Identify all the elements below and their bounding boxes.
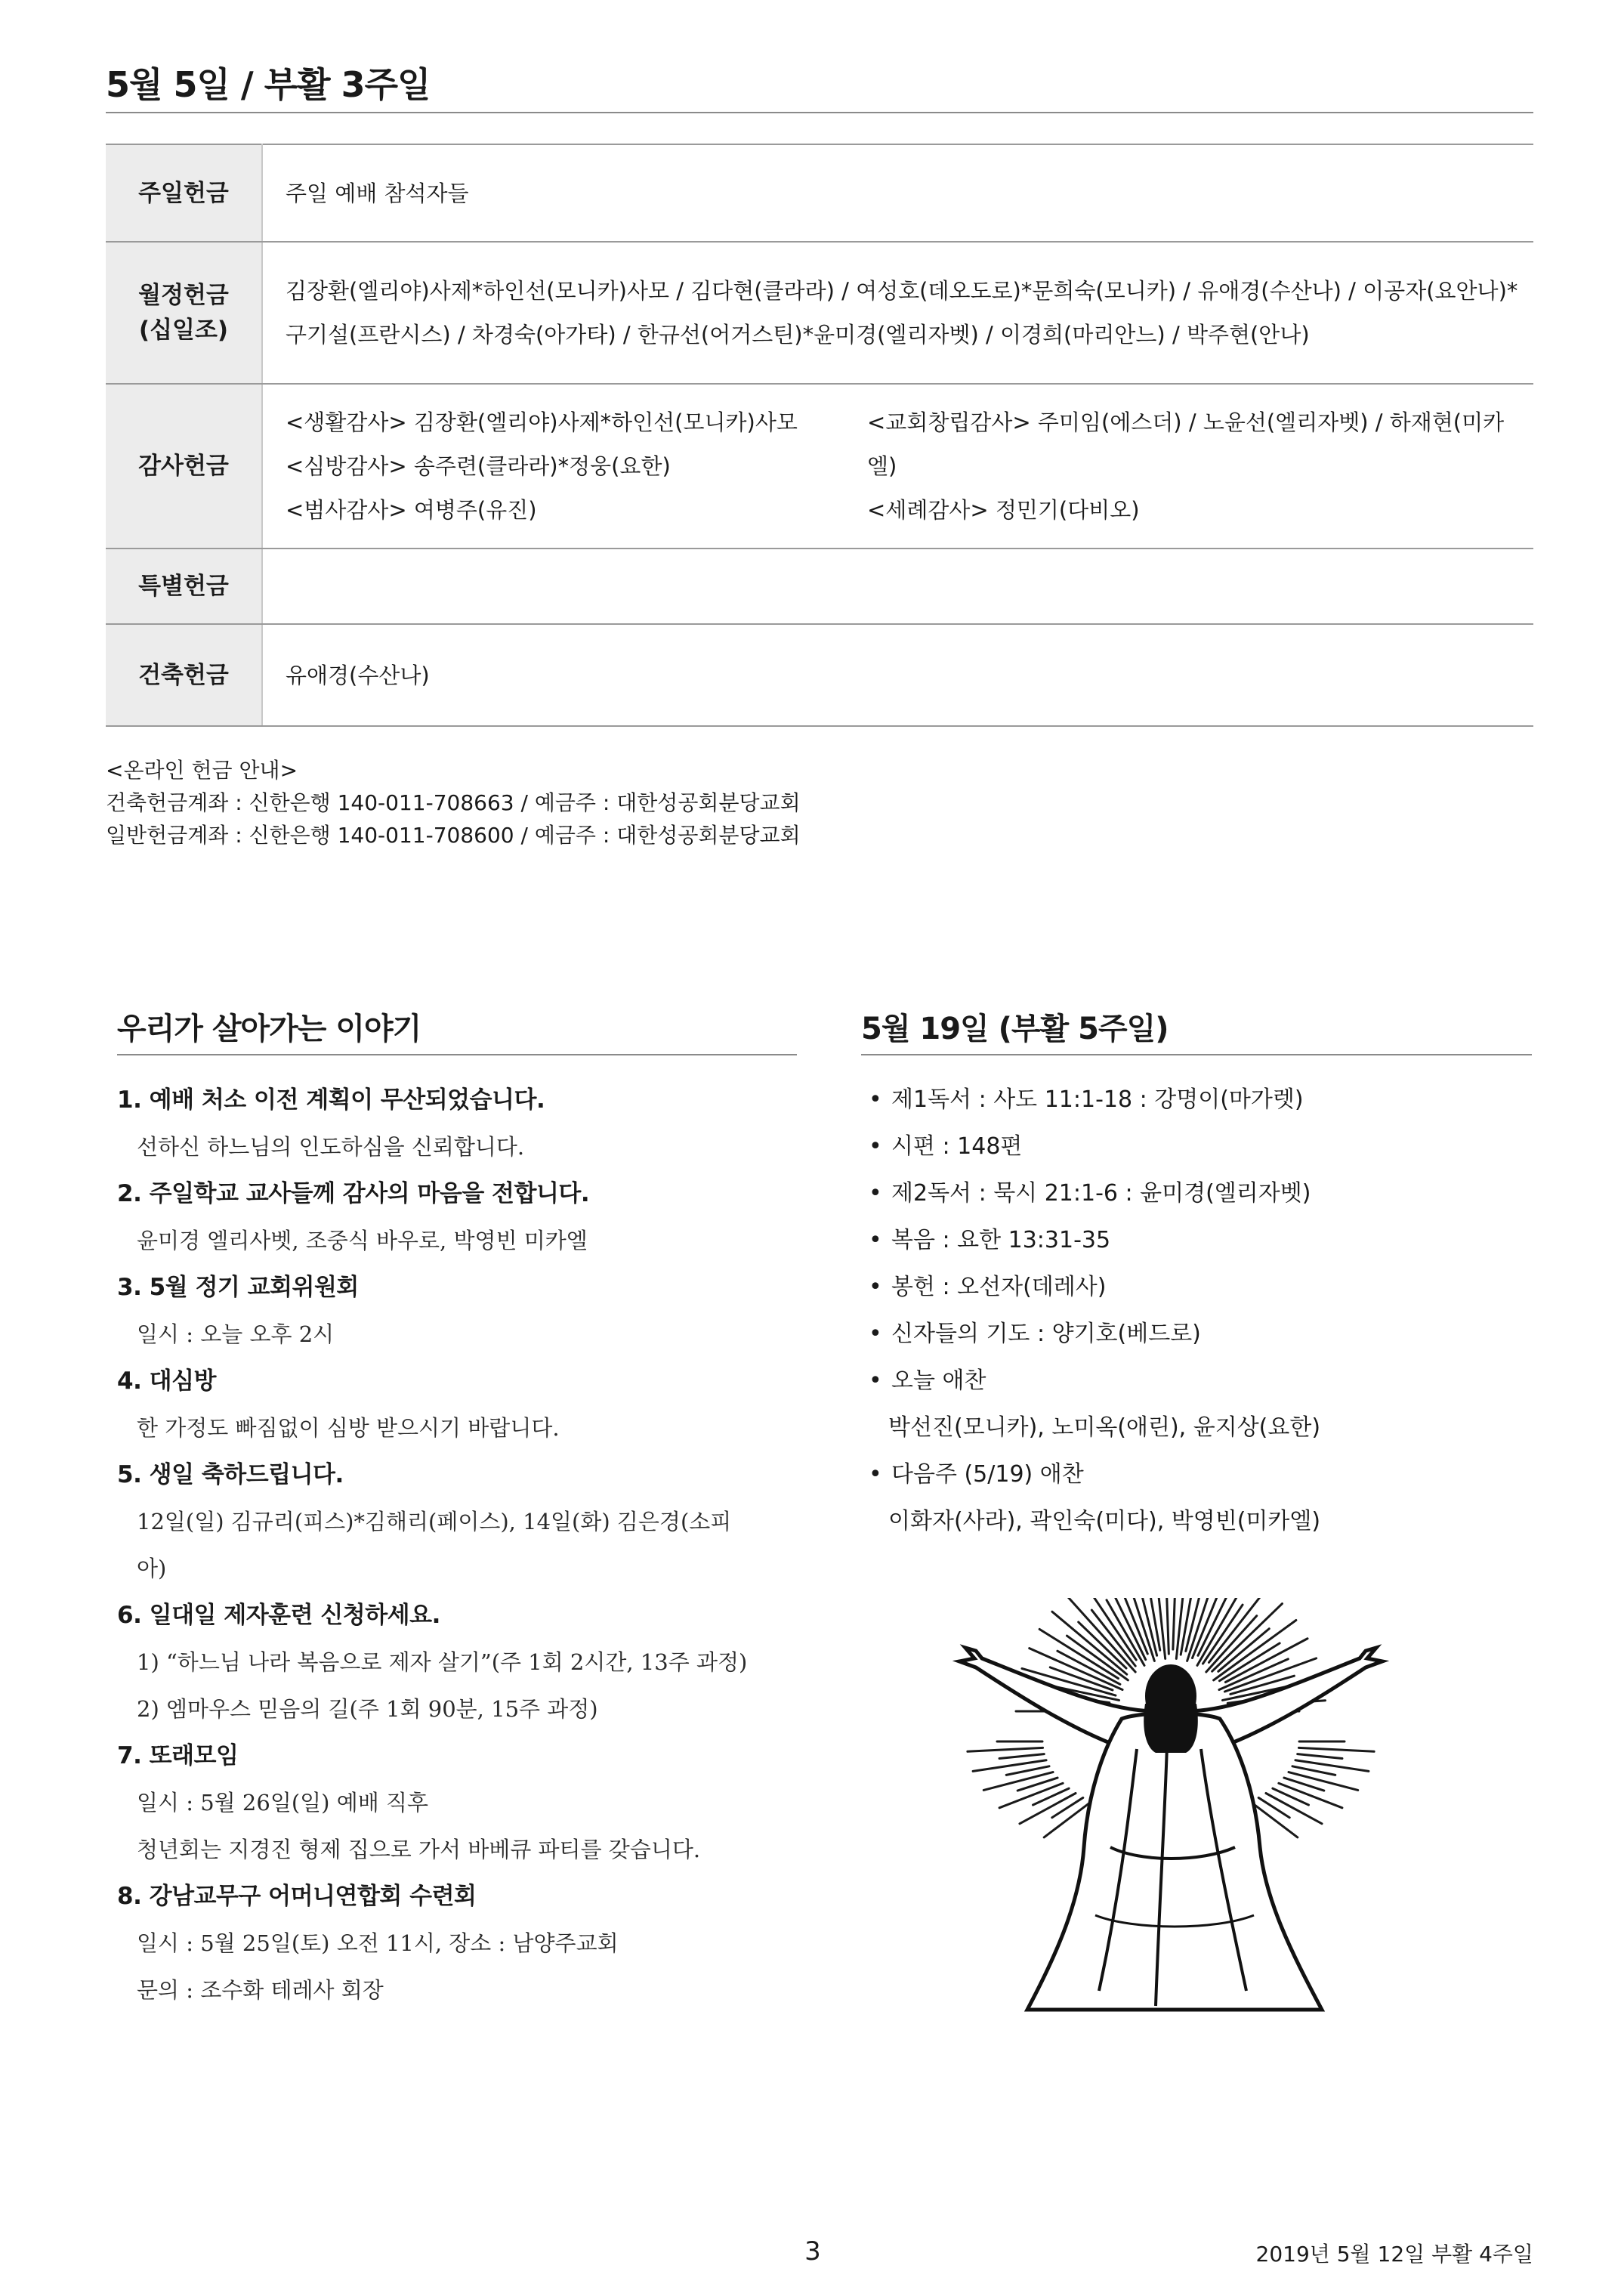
news-item-detail: 일시 : 5월 25일(토) 오전 11시, 장소 : 남양주교회 — [137, 1930, 619, 1956]
light-ray — [968, 1748, 1043, 1751]
news-item-heading: 8. 강남교무구 어머니연합회 수련회 — [117, 1883, 477, 1910]
page-number: 3 — [804, 2236, 821, 2267]
footer-date: 2019년 5월 12일 부활 4주일 — [1255, 2242, 1533, 2267]
offering-text-building: 유애경(수산나) — [262, 624, 1533, 726]
liturgy-item-text: 봉헌 : 오선자(데레사) — [891, 1274, 1107, 1300]
light-ray — [1173, 1598, 1175, 1649]
offering-label-thanks: 감사헌금 — [106, 384, 262, 549]
news-section-divider — [117, 1054, 797, 1055]
news-list — [117, 1077, 801, 2013]
online-info-title: <온라인 헌금 안내> — [106, 758, 298, 783]
news-item-detail: 한 가정도 빠짐없이 심방 받으시기 바랍니다. — [137, 1415, 560, 1441]
news-item — [117, 1077, 801, 1170]
liturgy-item — [869, 1358, 1533, 1405]
liturgy-section-title: 5월 19일 (부활 5주일) — [861, 1012, 1169, 1046]
news-item — [117, 1592, 801, 1732]
news-item-detail: 일시 : 오늘 오후 2시 — [137, 1321, 335, 1347]
bullet-icon: • — [869, 1321, 882, 1347]
liturgy-item-text: 제2독서 : 묵시 21:1-6 : 윤미경(엘리자벳) — [891, 1180, 1311, 1207]
online-building-account: 건축헌금계좌 : 신한은행 140-011-708663 / 예금주 : 대한성공회분당교회 — [106, 790, 801, 815]
light-ray — [1298, 1748, 1374, 1751]
bullet-icon: • — [869, 1367, 882, 1394]
light-ray — [1289, 1772, 1358, 1791]
offering-tithe-line1: 김장환(엘리야)사제*하인선(모니카)사모 / 김다현(클라라) / 여성호(데오도로)*문희숙(모니카) / 유애경(수산나) / 이공자(요안나)* — [286, 278, 1518, 304]
news-item-heading: 1. 예배 처소 이전 계획이 무산되었습니다. — [117, 1086, 545, 1114]
liturgy-item-text: 오늘 애찬 — [891, 1367, 986, 1394]
offering-row-special — [106, 549, 1533, 624]
thanks-right-line: <교회창립감사> 주미임(에스더) / 노윤선(엘리자벳) / 하재현(미카 — [867, 409, 1505, 435]
light-ray — [983, 1772, 1053, 1791]
online-offering-info — [106, 754, 801, 851]
news-item-detail: 선하신 하느님의 인도하심을 신뢰합니다. — [137, 1134, 525, 1160]
liturgy-item — [869, 1123, 1533, 1170]
liturgy-item-sub: 이화자(사라), 곽인숙(미다), 박영빈(미카엘) — [888, 1508, 1321, 1534]
offering-label-building: 건축헌금 — [106, 624, 262, 726]
thanks-left-line: <생활감사> 김장환(엘리야)사제*하인선(모니카)사모 — [286, 409, 798, 435]
header-divider — [106, 112, 1533, 113]
liturgy-section-divider — [861, 1054, 1532, 1055]
news-item-detail: 일시 : 5월 26일(일) 예배 직후 — [137, 1790, 428, 1816]
news-section-title: 우리가 살아가는 이야기 — [117, 1012, 421, 1046]
liturgy-item-text: 시편 : 148편 — [891, 1133, 1023, 1160]
page-title: 5월 5일 / 부활 3주일 — [106, 64, 431, 105]
news-item — [117, 1873, 801, 2013]
light-ray — [1144, 1598, 1159, 1650]
liturgy-item-sub: 박선진(모니카), 노미옥(애린), 윤지상(요한) — [888, 1414, 1321, 1441]
news-item-detail: 2) 엠마우스 믿음의 길(주 1회 90분, 15주 과정) — [137, 1696, 598, 1722]
light-ray — [1298, 1754, 1342, 1759]
offering-label-special: 특별헌금 — [106, 549, 262, 624]
liturgy-item-text: 다음주 (5/19) 애찬 — [891, 1461, 1084, 1488]
news-item — [117, 1170, 801, 1264]
offering-label-tithe — [106, 242, 262, 384]
offering-row-thanks — [106, 384, 1533, 549]
offering-label-tithe-line2: (십일조) — [138, 317, 229, 344]
news-item-detail: 아) — [137, 1556, 167, 1581]
offering-text-sunday: 주일 예배 참석자들 — [262, 144, 1533, 242]
light-ray — [1258, 1797, 1289, 1817]
news-item-detail: 문의 : 조수화 테레사 회장 — [137, 1977, 384, 2003]
bullet-icon: • — [869, 1461, 882, 1488]
news-item-heading: 5. 생일 축하드립니다. — [117, 1461, 344, 1488]
news-item-heading: 6. 일대일 제자훈련 신청하세요. — [117, 1602, 440, 1629]
thanks-left-line: <심방감사> 송주련(클라라)*정웅(요한) — [286, 453, 671, 479]
liturgy-item-text: 신자들의 기도 : 양기호(베드로) — [891, 1321, 1201, 1347]
offering-text-tithe — [262, 242, 1533, 384]
thanks-left-column — [286, 400, 867, 532]
offering-label-sunday: 주일헌금 — [106, 144, 262, 242]
news-item-heading: 3. 5월 정기 교회위원회 — [117, 1274, 359, 1301]
thanks-left-line: <범사감사> 여병주(유진) — [286, 497, 537, 523]
news-item-detail: 12일(일) 김규리(피스)*김해리(페이스), 14일(화) 김은경(소피 — [137, 1509, 732, 1534]
news-item-heading: 2. 주일학교 교사들께 감사의 마음을 전합니다. — [117, 1180, 590, 1207]
liturgy-item — [869, 1264, 1533, 1311]
news-item — [117, 1451, 801, 1592]
liturgy-item — [869, 1311, 1533, 1358]
liturgy-list — [869, 1077, 1533, 1545]
light-ray — [1052, 1797, 1083, 1817]
news-item — [117, 1358, 801, 1451]
liturgy-item — [869, 1451, 1533, 1498]
news-item-detail: 윤미경 엘리사벳, 조중식 바우로, 박영빈 미카엘 — [137, 1228, 588, 1253]
bullet-icon: • — [869, 1274, 882, 1300]
bullet-icon: • — [869, 1133, 882, 1160]
news-item-detail: 1) “하느님 나라 복음으로 제자 살기”(주 1회 2시간, 13주 과정) — [137, 1649, 748, 1675]
news-item-heading: 7. 또래모임 — [117, 1742, 239, 1769]
thanks-right-column — [867, 400, 1532, 532]
liturgy-item-text: 제1독서 : 사도 11:1-18 : 강명이(마가렛) — [891, 1086, 1304, 1113]
liturgy-item — [869, 1077, 1533, 1123]
news-item-detail: 청년회는 지경진 형제 집으로 가서 바베큐 파티를 갖습니다. — [137, 1837, 701, 1862]
offering-text-thanks — [262, 384, 1533, 549]
offering-row-tithe — [106, 242, 1533, 384]
light-ray — [1273, 1788, 1309, 1805]
liturgy-item — [869, 1217, 1533, 1264]
news-item-heading: 4. 대심방 — [117, 1367, 216, 1395]
thanks-right-line: 엘) — [867, 453, 897, 479]
offering-tithe-line2: 구기설(프란시스) / 차경숙(아가타) / 한규선(어거스틴)*윤미경(엘리자벳) / 이경희(마리안느) / 박주현(안나) — [286, 322, 1310, 348]
light-ray — [1166, 1598, 1169, 1654]
bullet-icon: • — [869, 1180, 882, 1207]
online-general-account: 일반헌금계좌 : 신한은행 140-011-708600 / 예금주 : 대한성공회분당교회 — [106, 823, 801, 848]
offering-row-building — [106, 624, 1533, 726]
offering-label-tithe-line1: 월정헌금 — [138, 282, 229, 309]
thanks-right-line: <세례감사> 정민기(다비오) — [867, 497, 1140, 523]
news-item — [117, 1732, 801, 1873]
bullet-icon: • — [869, 1227, 882, 1253]
offering-table — [106, 144, 1533, 727]
light-ray — [999, 1754, 1044, 1759]
light-ray — [1033, 1788, 1070, 1805]
risen-christ-illustration — [929, 1598, 1413, 2021]
liturgy-item-text: 복음 : 요한 13:31-35 — [891, 1227, 1111, 1253]
offering-text-special — [262, 549, 1533, 624]
light-ray — [1157, 1598, 1165, 1658]
offering-row-sunday — [106, 144, 1533, 242]
news-item — [117, 1264, 801, 1358]
liturgy-item — [869, 1170, 1533, 1217]
bullet-icon: • — [869, 1086, 882, 1113]
